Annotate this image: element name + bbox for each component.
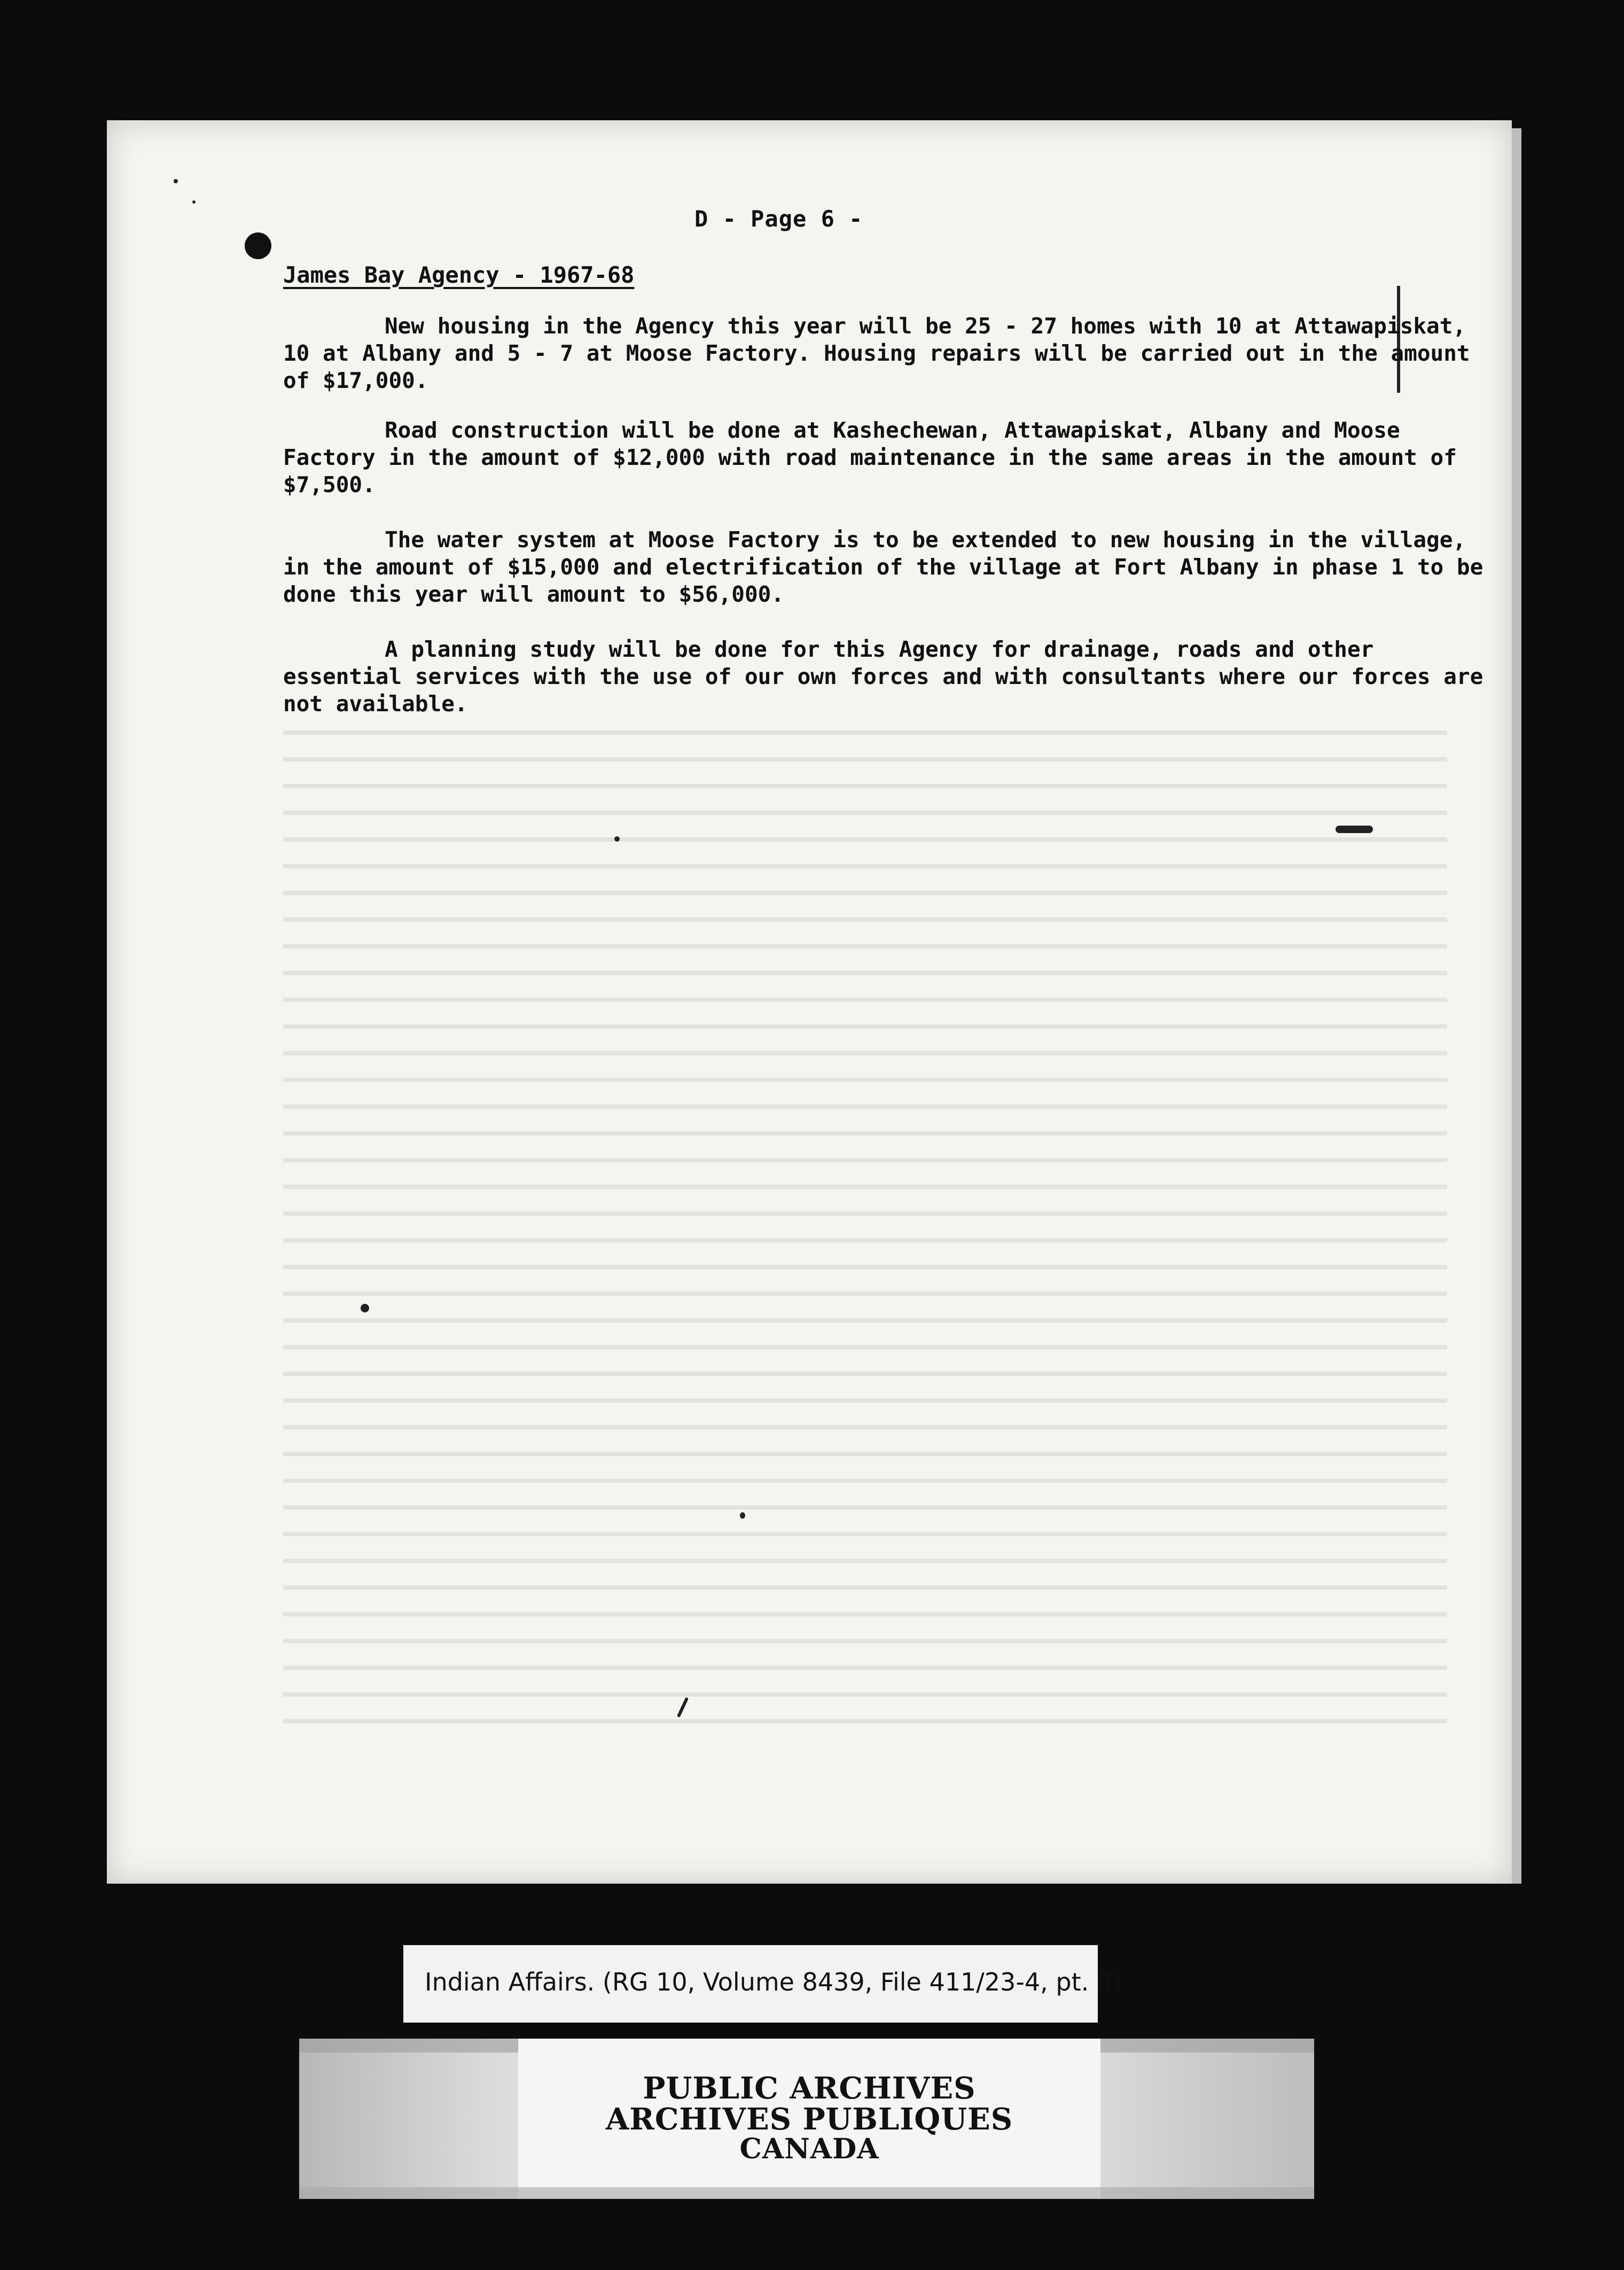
agency-title: James Bay Agency - 1967-68 — [283, 262, 635, 288]
paragraph-planning-study: A planning study will be done for this Agency for drainage, roads and other essential services with the use of our own forces and with consultants where our forces are not available. — [283, 636, 1484, 717]
paragraph-roads: Road construction will be done at Kashechewan, Attawapiskat, Albany and Moose Factory in the amount of $12,000 with road maintenance in the same areas in the amount of $7,500. — [283, 417, 1457, 497]
archive-stamp — [518, 2039, 1100, 2199]
page-number-header: D - Page 6 - — [694, 206, 863, 232]
reference-label — [403, 1945, 1122, 2023]
document-page — [107, 120, 1512, 1884]
paragraph-water-system: The water system at Moose Factory is to be extended to new housing in the village, in the amount of $15,000 and electrification of the village at Fort Albany in phase 1 to be done this year will amount to $56,000. — [283, 527, 1484, 607]
hole-punch-mark — [245, 232, 271, 259]
page-edge-shadow — [1512, 128, 1521, 1884]
archive-line-french: ARCHIVES PUBLIQUES — [605, 2102, 1013, 2137]
archive-stamp-strip — [299, 2039, 1314, 2199]
bleed-through-text — [283, 719, 1496, 1734]
reference-label-text: Indian Affairs. (RG 10, Volume 8439, File 411/23-4, pt. 3) — [425, 1968, 1122, 1996]
paragraph-housing: New housing in the Agency this year will be 25 - 27 homes with 10 at Attawapiskat, 10 at Albany and 5 - 7 at Moose Factory. Housing repairs will be carried out in the amount of $17,000. — [283, 313, 1470, 393]
archive-line-english: PUBLIC ARCHIVES — [643, 2071, 976, 2106]
archive-line-country: CANADA — [739, 2133, 879, 2165]
